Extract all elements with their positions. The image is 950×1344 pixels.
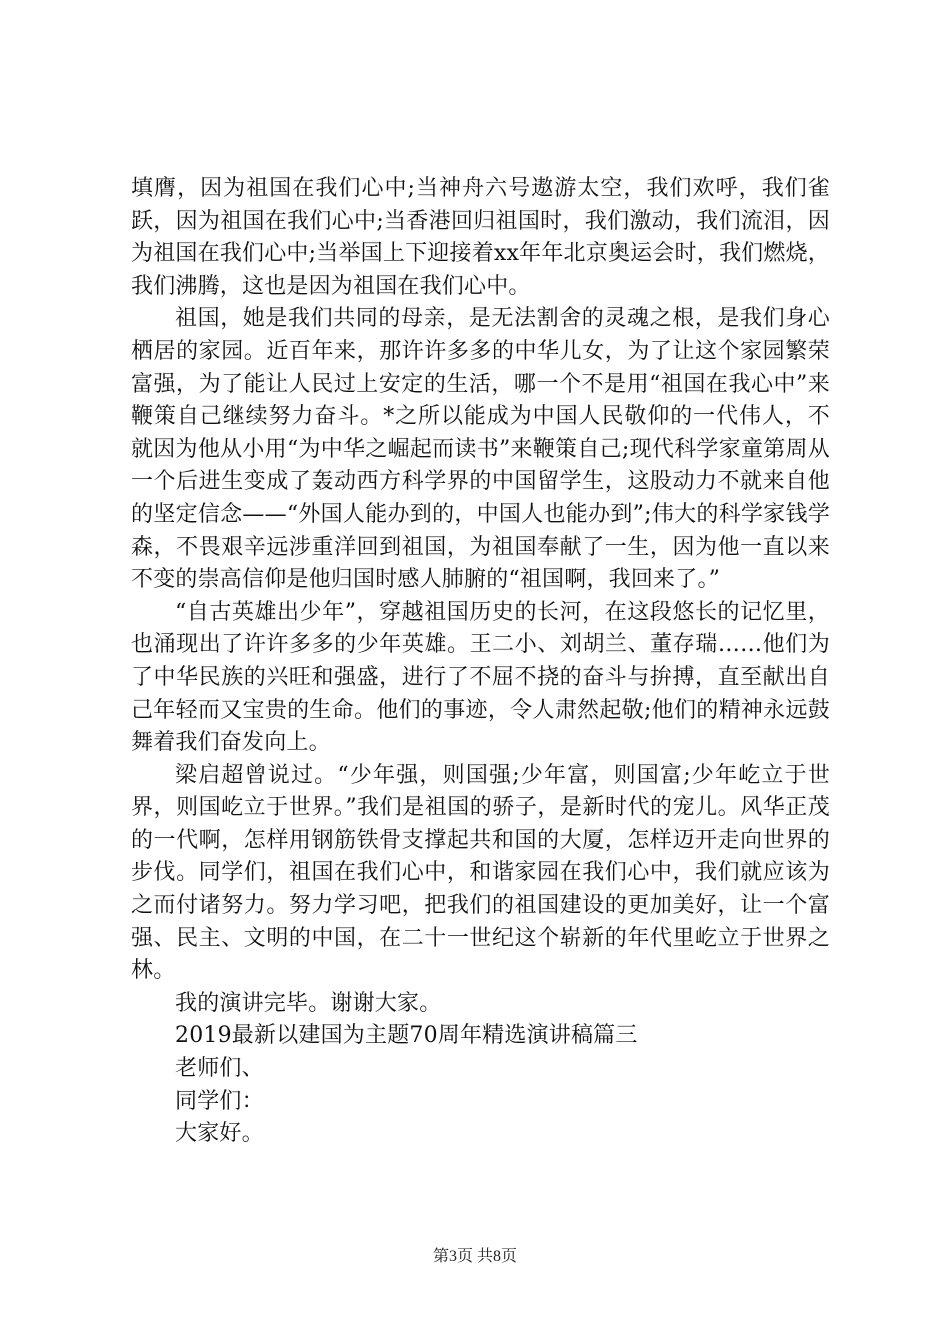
paragraph-young-heroes: “自古英雄出少年”，穿越祖国历史的长河，在这段悠长的记忆里，也涌现出了许许多多的少年英雄。王二小、刘胡兰、董存瑞……他们为了中华民族的兴旺和强盛，进行了不屈不挠的奋斗与拚搏，直至献出自己年轻而又宝贵的生命。他们的事迹，令人肃然起敬;他们的精神永远鼓舞着我们奋发向上。 [131, 599, 830, 756]
salutation-teachers: 老师们、 [175, 1056, 264, 1082]
document-body [131, 173, 830, 1151]
paragraph-motherland: 祖国，她是我们共同的母亲，是无法割舍的灵魂之根，是我们身心栖居的家园。近百年来，那许许多多的中华儿女，为了让这个家园繁荣富强，为了能让人民过上安定的生活，哪一个不是用“祖国在我心中”来鞭策自己继续努力奋斗。*之所以能成为中国人民敬仰的一代伟人，不就因为他从小用“为中华之崛起而读书”来鞭策自己;现代科学家童第周从一个后进生变成了轰动西方科学界的中国留学生，这股动力不就来自他的坚定信念——“外国人能办到的，中国人也能办到”;伟大的科学家钱学森，不畏艰辛远涉重洋回到祖国，为祖国奉献了一生，因为他一直以来不变的崇高信仰是他归国时感人肺腑的“祖国啊，我回来了。” [131, 306, 830, 593]
paragraph-liang-qichao: 梁启超曾说过。“少年强，则国强;少年富，则国富;少年屹立于世界，则国屹立于世界。”我们是祖国的骄子，是新时代的宠儿。风华正茂的一代啊，怎样用钢筋铁骨支撑起共和国的大厦，怎样迈开走向世界的步伐。同学们，祖国在我们心中，和谐家园在我们心中，我们就应该为之而付诸努力。努力学习吧，把我们的祖国建设的更加美好，让一个富强、民主、文明的中国，在二十一世纪这个崭新的年代里屹立于世界之林。 [131, 762, 830, 984]
paragraph-continuation: 填膺，因为祖国在我们心中;当神舟六号遨游太空，我们欢呼，我们雀跃，因为祖国在我们心中;当香港回归祖国时，我们激动，我们流泪，因为祖国在我们心中;当举国上下迎接着xx年年北京奥运会时，我们燃烧，我们沸腾，这也是因为祖国在我们心中。 [131, 176, 830, 299]
greeting: 大家好。 [175, 1121, 264, 1147]
closing-line: 我的演讲完毕。谢谢大家。 [175, 990, 442, 1016]
salutation-students: 同学们： [175, 1088, 264, 1114]
page-number-footer: 第3页 共8页 [432, 1248, 517, 1265]
section-heading: 2019最新以建国为主题70周年精选演讲稿篇三 [175, 1023, 638, 1049]
